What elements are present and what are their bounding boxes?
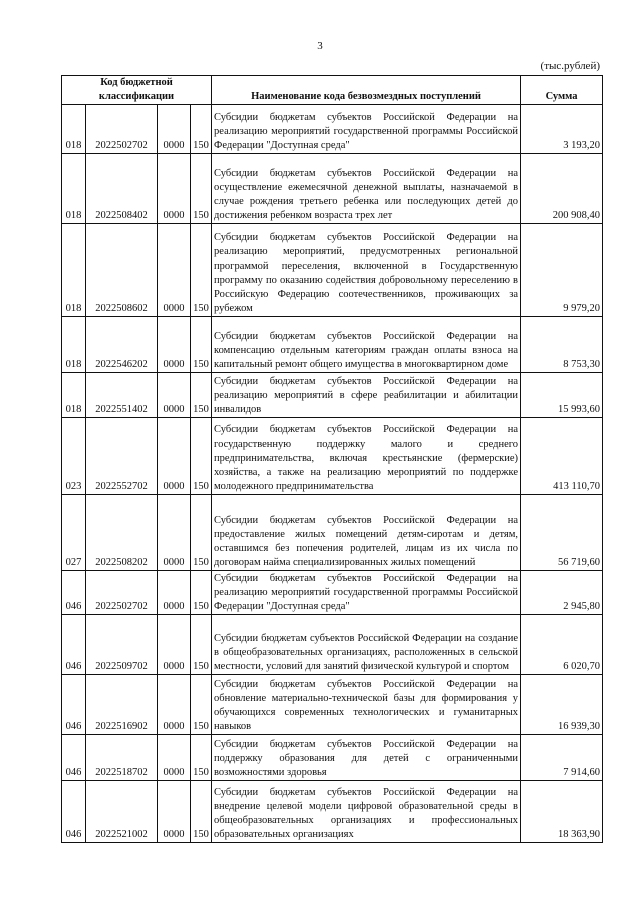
cell-name: Субсидии бюджетам субъектов Российской Федерации на внедрение целевой модели цифровой образовательной среды в общеобразовательных организациях и профессиональных образовательных организациях [212,781,521,843]
cell-sum: 9 979,20 [521,224,603,317]
cell-admin: 018 [62,373,86,418]
cell-sum: 16 939,30 [521,675,603,735]
page-number: 3 [317,40,323,52]
cell-code: 2022546202 [86,317,158,373]
cell-name: Субсидии бюджетам субъектов Российской Федерации на реализацию мероприятий, предусмотренных региональной программой переселения, включенной в Государственную программу по оказанию содействия добровольному переселению в Российскую Федерацию соотечественников, проживающих за рубежом [212,224,521,317]
cell-admin: 018 [62,224,86,317]
cell-sum: 200 908,40 [521,154,603,224]
cell-sum: 15 993,60 [521,373,603,418]
cell-program: 0000 [158,675,191,735]
cell-econ: 150 [191,735,212,781]
cell-code: 2022508402 [86,154,158,224]
table-row [62,735,603,781]
table-row [62,571,603,615]
cell-code: 2022521002 [86,781,158,843]
cell-admin: 018 [62,317,86,373]
cell-admin: 018 [62,105,86,154]
cell-sum: 2 945,80 [521,571,603,615]
cell-econ: 150 [191,615,212,675]
cell-name: Субсидии бюджетам субъектов Российской Федерации на предоставление жилых помещений детям-сиротам и детям, оставшимся без попечения родителей, лицам из их числа по договорам найма специализированных жилых помещений [212,495,521,571]
table-row [62,105,603,154]
cell-admin: 046 [62,781,86,843]
cell-code: 2022509702 [86,615,158,675]
table-header-row [62,76,603,105]
units-label: (тыс.рублей) [540,60,600,72]
table-row [62,781,603,843]
cell-sum: 6 020,70 [521,615,603,675]
cell-program: 0000 [158,781,191,843]
cell-sum: 18 363,90 [521,781,603,843]
cell-code: 2022552702 [86,418,158,495]
budget-table [61,75,603,843]
table-row [62,317,603,373]
cell-admin: 046 [62,571,86,615]
header-sum: Сумма [521,76,603,105]
cell-code: 2022508602 [86,224,158,317]
cell-sum: 7 914,60 [521,735,603,781]
table-row [62,154,603,224]
cell-name: Субсидии бюджетам субъектов Российской Федерации на реализацию мероприятий в сфере реабилитации и абилитации инвалидов [212,373,521,418]
table-row [62,495,603,571]
cell-econ: 150 [191,675,212,735]
cell-code: 2022516902 [86,675,158,735]
cell-program: 0000 [158,615,191,675]
table-row [62,675,603,735]
cell-admin: 046 [62,615,86,675]
cell-name: Субсидии бюджетам субъектов Российской Федерации на государственную поддержку малого и среднего предпринимательства, включая крестьянские (фермерские) хозяйства, а также на реализацию мероприятий по поддержке молодежного предпринимательства [212,418,521,495]
cell-program: 0000 [158,154,191,224]
cell-admin: 046 [62,675,86,735]
cell-code: 2022518702 [86,735,158,781]
table-row [62,373,603,418]
cell-name: Субсидии бюджетам субъектов Российской Федерации на реализацию мероприятий государственной программы Российской Федерации "Доступная среда" [212,105,521,154]
cell-econ: 150 [191,317,212,373]
cell-econ: 150 [191,781,212,843]
cell-econ: 150 [191,105,212,154]
cell-admin: 046 [62,735,86,781]
cell-econ: 150 [191,373,212,418]
cell-admin: 023 [62,418,86,495]
cell-code: 2022508202 [86,495,158,571]
header-name: Наименование кода безвозмездных поступлений [212,76,521,105]
cell-econ: 150 [191,495,212,571]
cell-program: 0000 [158,373,191,418]
cell-code: 2022551402 [86,373,158,418]
cell-name: Субсидии бюджетам субъектов Российской Федерации на обновление материально-технической базы для формирования у обучающихся современных технологических и гуманитарных навыков [212,675,521,735]
cell-code: 2022502702 [86,571,158,615]
cell-code: 2022502702 [86,105,158,154]
cell-name: Субсидии бюджетам субъектов Российской Федерации на компенсацию отдельным категориям граждан оплаты взноса на капитальный ремонт общего имущества в многоквартирном доме [212,317,521,373]
table-row [62,224,603,317]
cell-program: 0000 [158,418,191,495]
cell-sum: 8 753,30 [521,317,603,373]
cell-econ: 150 [191,224,212,317]
cell-admin: 027 [62,495,86,571]
cell-econ: 150 [191,571,212,615]
cell-name: Субсидии бюджетам субъектов Российской Федерации на осуществление ежемесячной денежной выплаты, назначаемой в случае рождения третьего ребенка или последующих детей до достижения ребенком возраста трех лет [212,154,521,224]
cell-name: Субсидии бюджетам субъектов Российской Федерации на поддержку образования для детей с ограниченными возможностями здоровья [212,735,521,781]
cell-name: Субсидии бюджетам субъектов Российской Федерации на создание в общеобразовательных организациях, расположенных в сельской местности, условий для занятий физической культурой и спортом [212,615,521,675]
cell-program: 0000 [158,105,191,154]
cell-sum: 413 110,70 [521,418,603,495]
cell-program: 0000 [158,224,191,317]
cell-program: 0000 [158,317,191,373]
cell-sum: 56 719,60 [521,495,603,571]
cell-admin: 018 [62,154,86,224]
cell-econ: 150 [191,154,212,224]
table-row [62,615,603,675]
table-row [62,418,603,495]
cell-program: 0000 [158,735,191,781]
cell-program: 0000 [158,571,191,615]
cell-name: Субсидии бюджетам субъектов Российской Федерации на реализацию мероприятий государственной программы Российской Федерации "Доступная среда" [212,571,521,615]
header-code: Код бюджетной классификации [62,76,212,105]
cell-sum: 3 193,20 [521,105,603,154]
cell-program: 0000 [158,495,191,571]
cell-econ: 150 [191,418,212,495]
